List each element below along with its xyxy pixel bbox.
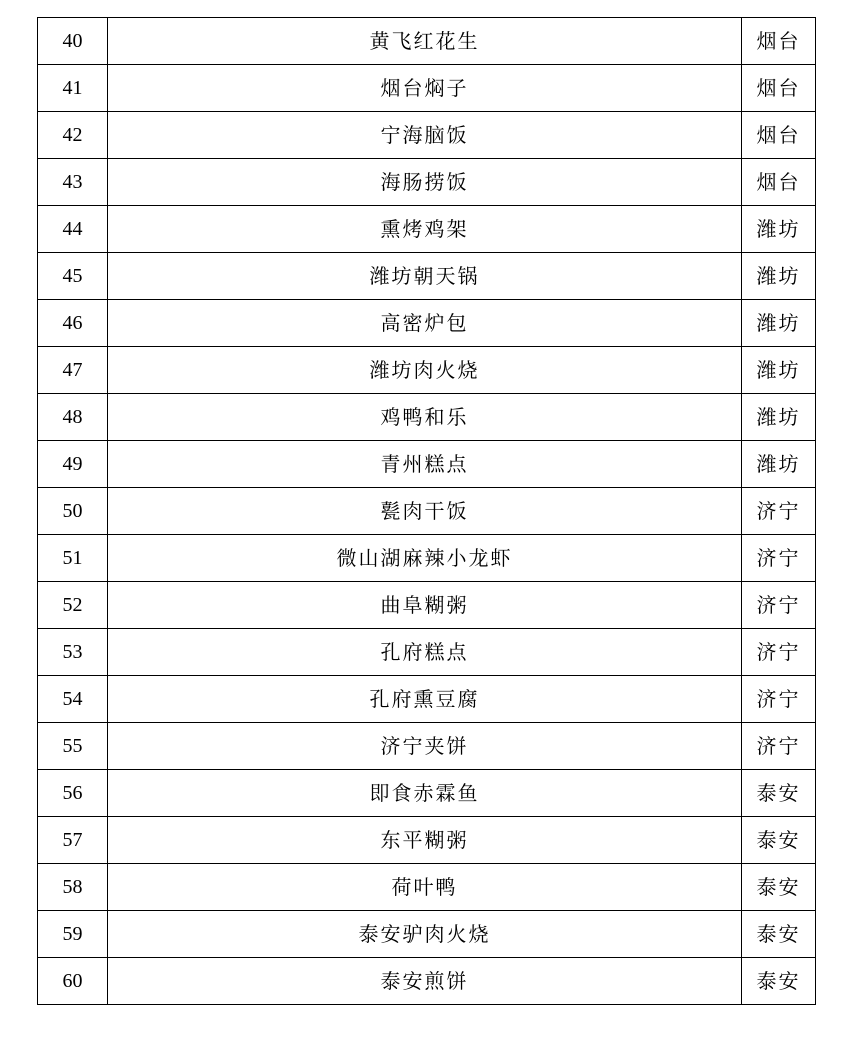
row-number: 44 — [38, 206, 108, 253]
city-name: 济宁 — [742, 488, 816, 535]
row-number: 58 — [38, 864, 108, 911]
food-name: 即食赤霖鱼 — [108, 770, 742, 817]
food-name: 鸡鸭和乐 — [108, 394, 742, 441]
table-row — [38, 394, 816, 441]
table-row — [38, 253, 816, 300]
table-row — [38, 958, 816, 1005]
row-number: 52 — [38, 582, 108, 629]
city-name: 烟台 — [742, 18, 816, 65]
food-name: 微山湖麻辣小龙虾 — [108, 535, 742, 582]
row-number: 49 — [38, 441, 108, 488]
food-name: 青州糕点 — [108, 441, 742, 488]
city-name: 济宁 — [742, 535, 816, 582]
city-name: 泰安 — [742, 864, 816, 911]
food-name: 熏烤鸡架 — [108, 206, 742, 253]
table-row — [38, 911, 816, 958]
row-number: 43 — [38, 159, 108, 206]
table-row — [38, 159, 816, 206]
city-name: 泰安 — [742, 911, 816, 958]
city-name: 济宁 — [742, 629, 816, 676]
city-name: 泰安 — [742, 817, 816, 864]
city-name: 济宁 — [742, 676, 816, 723]
food-name: 高密炉包 — [108, 300, 742, 347]
food-table-body — [38, 18, 816, 1005]
table-row — [38, 723, 816, 770]
row-number: 40 — [38, 18, 108, 65]
row-number: 46 — [38, 300, 108, 347]
table-row — [38, 535, 816, 582]
food-name: 济宁夹饼 — [108, 723, 742, 770]
food-name: 宁海脑饭 — [108, 112, 742, 159]
city-name: 泰安 — [742, 770, 816, 817]
row-number: 57 — [38, 817, 108, 864]
table-row — [38, 817, 816, 864]
row-number: 47 — [38, 347, 108, 394]
food-name: 泰安驴肉火烧 — [108, 911, 742, 958]
row-number: 51 — [38, 535, 108, 582]
table-row — [38, 441, 816, 488]
city-name: 潍坊 — [742, 441, 816, 488]
row-number: 50 — [38, 488, 108, 535]
city-name: 泰安 — [742, 958, 816, 1005]
food-name: 东平糊粥 — [108, 817, 742, 864]
row-number: 53 — [38, 629, 108, 676]
row-number: 55 — [38, 723, 108, 770]
table-row — [38, 582, 816, 629]
food-name: 孔府熏豆腐 — [108, 676, 742, 723]
food-name: 泰安煎饼 — [108, 958, 742, 1005]
food-name: 孔府糕点 — [108, 629, 742, 676]
food-name: 海肠捞饭 — [108, 159, 742, 206]
table-row — [38, 300, 816, 347]
food-name: 荷叶鸭 — [108, 864, 742, 911]
row-number: 60 — [38, 958, 108, 1005]
food-table — [37, 17, 816, 1005]
food-name: 烟台焖子 — [108, 65, 742, 112]
food-name: 甏肉干饭 — [108, 488, 742, 535]
food-name: 潍坊肉火烧 — [108, 347, 742, 394]
city-name: 烟台 — [742, 159, 816, 206]
row-number: 41 — [38, 65, 108, 112]
row-number: 56 — [38, 770, 108, 817]
table-row — [38, 488, 816, 535]
table-row — [38, 629, 816, 676]
city-name: 济宁 — [742, 582, 816, 629]
food-name: 黄飞红花生 — [108, 18, 742, 65]
city-name: 潍坊 — [742, 347, 816, 394]
table-row — [38, 676, 816, 723]
city-name: 烟台 — [742, 65, 816, 112]
row-number: 45 — [38, 253, 108, 300]
row-number: 48 — [38, 394, 108, 441]
city-name: 潍坊 — [742, 300, 816, 347]
city-name: 潍坊 — [742, 394, 816, 441]
food-name: 潍坊朝天锅 — [108, 253, 742, 300]
table-row — [38, 347, 816, 394]
row-number: 54 — [38, 676, 108, 723]
table-row — [38, 770, 816, 817]
row-number: 42 — [38, 112, 108, 159]
table-row — [38, 864, 816, 911]
row-number: 59 — [38, 911, 108, 958]
table-row — [38, 65, 816, 112]
table-row — [38, 206, 816, 253]
city-name: 潍坊 — [742, 206, 816, 253]
food-name: 曲阜糊粥 — [108, 582, 742, 629]
city-name: 烟台 — [742, 112, 816, 159]
table-row — [38, 112, 816, 159]
city-name: 济宁 — [742, 723, 816, 770]
city-name: 潍坊 — [742, 253, 816, 300]
table-row — [38, 18, 816, 65]
